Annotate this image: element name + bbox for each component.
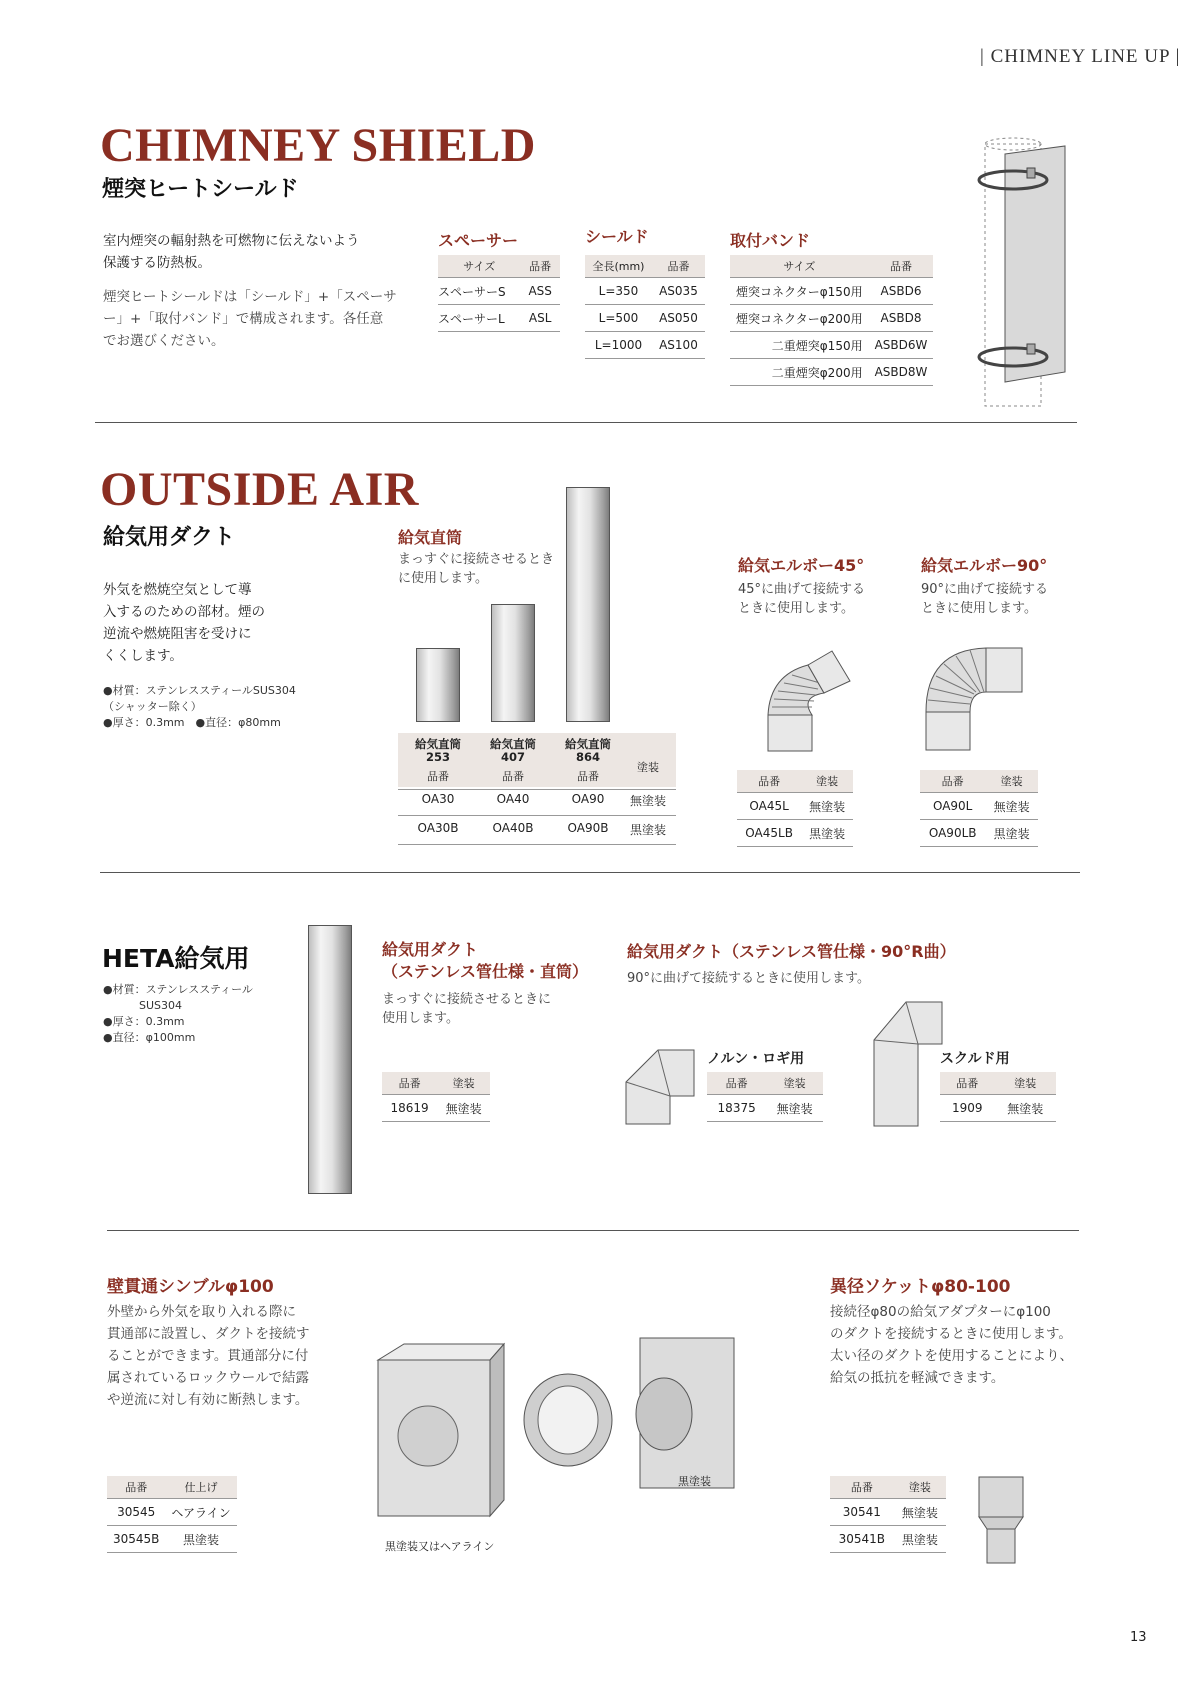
table-cell: AS100 xyxy=(652,332,705,359)
table-header: 塗装 xyxy=(801,770,853,793)
table-cell: L=500 xyxy=(585,305,652,332)
text-line: ●直径：φ100mm xyxy=(103,1031,196,1044)
elbow90-description xyxy=(921,580,1048,618)
text-cell: 黒塗装 xyxy=(629,823,666,837)
text-line: ●厚さ：0.3mm xyxy=(103,1015,185,1028)
table-row xyxy=(585,332,705,359)
shield-table-title: シールド xyxy=(585,227,649,246)
text-line: 給気の抵抗を軽減できます。 xyxy=(830,1370,1005,1386)
elbow90-image xyxy=(918,640,1028,755)
text-cell: 無塗装 xyxy=(629,794,666,808)
table-row xyxy=(737,793,853,820)
table-header: 品番 xyxy=(652,255,705,278)
text-line: 入するのための部材。煙の xyxy=(103,604,265,620)
heta-pipe-image xyxy=(308,925,352,1194)
table-header: 品番 xyxy=(707,1072,766,1095)
wall-thimble-image xyxy=(376,1330,736,1530)
divider xyxy=(95,422,1077,423)
socket-title: 異径ソケットφ80-100 xyxy=(830,1277,1011,1297)
table-row xyxy=(585,278,705,305)
heta-straight-description xyxy=(382,990,551,1028)
socket-description xyxy=(830,1301,1073,1389)
table-rule xyxy=(398,789,676,790)
table-header: 品番 xyxy=(920,770,985,793)
table-cell: L=1000 xyxy=(585,332,652,359)
table-row xyxy=(585,305,705,332)
divider xyxy=(107,1230,1079,1231)
text-line: 外壁から外気を取り入れる際に xyxy=(107,1304,296,1320)
group-253 xyxy=(398,738,478,764)
table-header: 品番 xyxy=(830,1476,894,1499)
wall-table xyxy=(107,1476,237,1553)
table-rule xyxy=(398,815,676,816)
table-row xyxy=(830,1526,946,1553)
text-cell: OA90 xyxy=(571,792,605,806)
text-line: くくします。 xyxy=(103,648,183,664)
elbow45-description xyxy=(738,580,865,618)
shield-subtitle: 煙突ヒートシールド xyxy=(102,177,299,202)
table-cell: L=350 xyxy=(585,278,652,305)
text-cell: 407 xyxy=(500,750,525,764)
table-cell: 二重煙突φ150用 xyxy=(730,332,869,359)
table-cell: 18375 xyxy=(707,1095,766,1122)
table-cell: 黒塗装 xyxy=(801,820,853,847)
shield-title: CHIMNEY SHIELD xyxy=(100,119,536,172)
table-cell: ASL xyxy=(520,305,560,332)
text-line: まっすぐに接続させるとき xyxy=(398,552,555,567)
table-cell: ASBD6 xyxy=(869,278,934,305)
shield-table xyxy=(585,255,705,359)
text-cell: 給気直筒 xyxy=(565,737,611,751)
table-cell: 煙突コネクターφ150用 xyxy=(730,278,869,305)
skuld-table xyxy=(940,1072,1056,1122)
table-rule xyxy=(398,844,676,845)
text-line: ●厚さ：0.3mm ●直径：φ80mm xyxy=(103,716,281,729)
table-cell: 30541 xyxy=(830,1499,894,1526)
text-line: 保護する防熱板。 xyxy=(103,255,211,271)
table-cell: 無塗装 xyxy=(985,793,1038,820)
text-cell: OA40B xyxy=(492,821,534,835)
table-cell: AS035 xyxy=(652,278,705,305)
text-line: 45°に曲げて接続する xyxy=(738,582,866,597)
table-row xyxy=(920,793,1038,820)
table-header: 品番 xyxy=(940,1072,994,1095)
text-line: ときに使用します。 xyxy=(738,601,854,616)
table-cell: スペーサーS xyxy=(438,278,520,305)
elbow90-title: 給気エルボー90° xyxy=(921,556,1048,575)
text-line: ●材質：ステンレススティールSUS304 xyxy=(103,684,296,697)
table-row xyxy=(730,359,933,386)
text-line: （シャッター除く） xyxy=(103,700,202,713)
text-cell: 253 xyxy=(425,750,450,764)
table-cell: 二重煙突φ200用 xyxy=(730,359,869,386)
table-cell: 1909 xyxy=(940,1095,994,1122)
text-line: ー」+「取付バンド」で構成されます。各任意 xyxy=(103,311,384,327)
table-row xyxy=(382,1095,490,1122)
text-line: （ステンレス管仕様・直筒） xyxy=(382,962,589,981)
table-cell: スペーサーL xyxy=(438,305,520,332)
text-line: に使用します。 xyxy=(398,571,488,586)
table-header: 塗装 xyxy=(894,1476,946,1499)
table-row xyxy=(438,278,560,305)
text-line: 逆流や燃焼阻害を受けに xyxy=(103,626,252,642)
spacer-table xyxy=(438,255,560,332)
table-cell: 黒塗装 xyxy=(165,1526,236,1553)
text-line: 90°に曲げて接続する xyxy=(921,582,1049,597)
heta-bend-title: 給気用ダクト（ステンレス管仕様・90°R曲） xyxy=(627,942,956,961)
table-cell: 黒塗装 xyxy=(985,820,1038,847)
table-cell: 無塗装 xyxy=(994,1095,1056,1122)
table-header: 品番 xyxy=(107,1476,165,1499)
wall-label-black-or-hair: 黒塗装又はヘアライン xyxy=(385,1540,495,1553)
text-line: まっすぐに接続させるときに xyxy=(382,992,552,1007)
heta-title: HETA給気用 xyxy=(102,944,250,973)
text-line: 太い径のダクトを使用することにより、 xyxy=(830,1348,1073,1364)
table-row xyxy=(707,1095,823,1122)
outside-spec xyxy=(103,683,296,731)
table-cell: 無塗装 xyxy=(894,1499,946,1526)
text-line: 外気を燃焼空気として導 xyxy=(103,582,252,598)
table-cell: 黒塗装 xyxy=(894,1526,946,1553)
header-label: | CHIMNEY LINE UP | xyxy=(980,46,1181,67)
table-cell: ASBD6W xyxy=(869,332,934,359)
heta-bend-description: 90°に曲げて接続するときに使用します。 xyxy=(627,971,871,986)
spacer-title: スペーサー xyxy=(438,231,519,250)
table-cell: OA90L xyxy=(920,793,985,820)
text-line: ●材質：ステンレススティール xyxy=(103,983,253,996)
table-cell: AS050 xyxy=(652,305,705,332)
norun-bend-image xyxy=(624,1048,696,1126)
band-title: 取付バンド xyxy=(730,231,811,250)
text-cell: 給気直筒 xyxy=(415,737,461,751)
table-cell: 30541B xyxy=(830,1526,894,1553)
table-row xyxy=(830,1499,946,1526)
table-cell: 無塗装 xyxy=(766,1095,823,1122)
text-line: や逆流に対し有効に断熱します。 xyxy=(107,1392,309,1408)
table-cell: OA90LB xyxy=(920,820,985,847)
group-407 xyxy=(473,738,553,764)
norun-table xyxy=(707,1072,823,1122)
shield-illustration xyxy=(975,132,1075,422)
straight-title: 給気直筒 xyxy=(398,528,463,547)
table-header: 品番 xyxy=(382,1072,437,1095)
table-cell: ASBD8 xyxy=(869,305,934,332)
socket-image xyxy=(975,1475,1027,1567)
outside-description xyxy=(103,579,265,667)
subheader: 品番 xyxy=(502,770,524,783)
pipe-864-image xyxy=(566,487,610,722)
heta-straight-table xyxy=(382,1072,490,1122)
table-header: 品番 xyxy=(869,255,934,278)
text-cell: OA30B xyxy=(417,821,459,835)
table-header: 塗装 xyxy=(994,1072,1056,1095)
spacer-block xyxy=(438,228,560,332)
elbow45-table xyxy=(737,770,853,847)
text-cell: 864 xyxy=(575,750,600,764)
text-cell: OA40 xyxy=(496,792,530,806)
text-line: ときに使用します。 xyxy=(921,601,1037,616)
heta-straight-title xyxy=(382,939,588,983)
elbow45-image xyxy=(760,645,860,755)
table-header: 塗装 xyxy=(985,770,1038,793)
table-row xyxy=(737,820,853,847)
band-table xyxy=(730,255,933,386)
divider xyxy=(100,872,1080,873)
text-line: 室内煙突の輻射熱を可燃物に伝えないよう xyxy=(103,233,360,249)
text-cell: 給気直筒 xyxy=(490,737,536,751)
table-cell: ASS xyxy=(520,278,560,305)
text-line: 給気用ダクト xyxy=(382,940,479,959)
skuld-title: スクルド用 xyxy=(940,1051,1010,1067)
table-cell: ヘアライン xyxy=(165,1499,236,1526)
pipe-253-image xyxy=(416,648,460,722)
pipe-407-image xyxy=(491,604,535,722)
outside-title: OUTSIDE AIR xyxy=(100,463,419,516)
wall-label-black: 黒塗装 xyxy=(678,1475,711,1488)
text-line: ることができます。貫通部分に付 xyxy=(107,1348,309,1364)
table-header: サイズ xyxy=(730,255,869,278)
band-block xyxy=(730,228,933,386)
table-cell: OA45L xyxy=(737,793,801,820)
table-row xyxy=(107,1499,237,1526)
text-line: 使用します。 xyxy=(382,1011,459,1026)
table-header: 仕上げ xyxy=(165,1476,236,1499)
elbow90-table xyxy=(920,770,1038,847)
table-header: 全長(mm) xyxy=(585,255,652,278)
table-row xyxy=(730,332,933,359)
table-cell: 18619 xyxy=(382,1095,437,1122)
subheader: 品番 xyxy=(427,770,449,783)
table-row xyxy=(730,278,933,305)
table-header: サイズ xyxy=(438,255,520,278)
wall-description xyxy=(107,1301,310,1411)
skuld-bend-image xyxy=(872,1000,944,1128)
table-cell: OA45LB xyxy=(737,820,801,847)
table-header: 塗装 xyxy=(766,1072,823,1095)
text-line: 貫通部に設置し、ダクトを接続す xyxy=(107,1326,310,1342)
table-header: 塗装 xyxy=(437,1072,490,1095)
text-line: のダクトを接続するときに使用します。 xyxy=(830,1326,1072,1342)
table-cell: 無塗装 xyxy=(801,793,853,820)
page-number: 13 xyxy=(1130,1630,1147,1645)
text-line: 属されているロックウールで結露 xyxy=(107,1370,309,1386)
norun-title: ノルン・ロギ用 xyxy=(707,1051,805,1067)
text-line: でお選びください。 xyxy=(103,333,225,349)
subheader: 品番 xyxy=(577,770,599,783)
heta-spec xyxy=(103,982,253,1046)
table-row xyxy=(438,305,560,332)
text-line: 煙突ヒートシールドは「シールド」+「スペーサ xyxy=(103,289,397,305)
table-header: 品番 xyxy=(520,255,560,278)
table-header: 品番 xyxy=(737,770,801,793)
table-row xyxy=(107,1526,237,1553)
text-line: 接続径φ80の給気アダプターにφ100 xyxy=(830,1304,1051,1320)
table-row xyxy=(940,1095,1056,1122)
table-cell: 30545B xyxy=(107,1526,165,1553)
table-row xyxy=(730,305,933,332)
table-cell: ASBD8W xyxy=(869,359,934,386)
socket-table xyxy=(830,1476,946,1553)
text-line: SUS304 xyxy=(139,999,183,1012)
table-cell: 30545 xyxy=(107,1499,165,1526)
elbow45-title: 給気エルボー45° xyxy=(738,556,865,575)
wall-title: 壁貫通シンブルφ100 xyxy=(107,1277,274,1297)
table-cell: 煙突コネクターφ200用 xyxy=(730,305,869,332)
outside-subtitle: 給気用ダクト xyxy=(103,525,236,550)
straight-description xyxy=(398,550,554,588)
shield-description xyxy=(103,230,397,352)
text-cell: OA30 xyxy=(421,792,455,806)
group-864 xyxy=(548,738,628,764)
header-text: CHIMNEY LINE UP xyxy=(990,46,1170,67)
table-cell: 無塗装 xyxy=(437,1095,490,1122)
shield-table-block xyxy=(585,224,705,359)
table-row xyxy=(920,820,1038,847)
paint-header: 塗装 xyxy=(637,761,659,774)
text-cell: OA90B xyxy=(567,821,609,835)
